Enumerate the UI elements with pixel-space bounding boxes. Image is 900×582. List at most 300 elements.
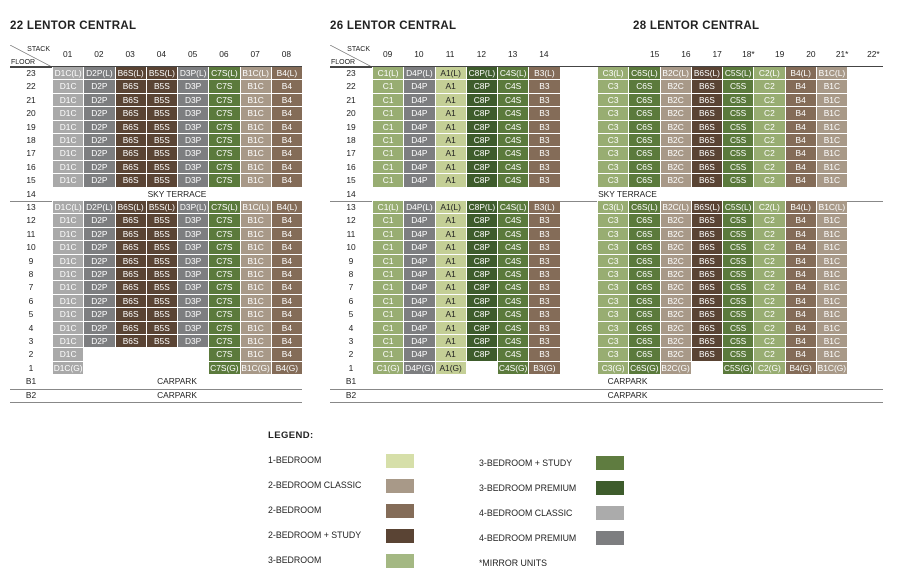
- unit-cell: B2C: [660, 255, 691, 267]
- unit-cell: D1C: [52, 214, 83, 226]
- unit-cell: B1C: [816, 281, 847, 293]
- floor-number: 22: [346, 81, 356, 92]
- unit-cell: B2C(L): [660, 201, 691, 213]
- unit-cell: C8P: [466, 94, 497, 106]
- unit-cell: C2: [753, 335, 784, 347]
- stack-number: 04: [156, 49, 167, 59]
- unit-cell: C6S: [628, 335, 659, 347]
- unit-cell: B1C: [240, 174, 271, 186]
- unit-cell: C6S: [628, 214, 659, 226]
- unit-cell: C5S: [722, 147, 753, 159]
- unit-cell: C6S: [628, 228, 659, 240]
- unit-cell: B2C: [660, 241, 691, 253]
- unit-cell: B5S(L): [146, 201, 177, 213]
- unit-cell: B6S: [691, 80, 722, 92]
- floor-number: 2: [28, 349, 34, 360]
- unit-cell: D1C: [52, 134, 83, 146]
- unit-cell: C8P: [466, 308, 497, 320]
- unit-cell: B4: [271, 255, 302, 267]
- floor-number: 3: [348, 336, 354, 346]
- unit-cell: D4P: [403, 268, 434, 280]
- unit-cell: D3P: [177, 214, 208, 226]
- unit-cell: C6S: [628, 295, 659, 307]
- stack-number: 18*: [742, 49, 755, 59]
- legend-swatch: [596, 456, 624, 470]
- unit-cell: B4: [785, 161, 816, 173]
- unit-cell: C5S(L): [722, 67, 753, 79]
- unit-cell: C5S: [722, 255, 753, 267]
- unit-cell: B1C: [816, 94, 847, 106]
- unit-cell: C7S: [208, 241, 239, 253]
- unit-cell: C5S: [722, 174, 753, 186]
- unit-cell: B6S: [115, 308, 146, 320]
- unit-cell: D4P: [403, 121, 434, 133]
- unit-cell: B4: [271, 241, 302, 253]
- unit-cell: B3: [528, 174, 559, 186]
- unit-cell: B4: [271, 308, 302, 320]
- unit-cell: B3: [528, 107, 559, 119]
- unit-cell: D3P: [177, 107, 208, 119]
- unit-cell: C1: [372, 308, 403, 320]
- unit-cell: B5S: [146, 322, 177, 334]
- unit-cell: D3P: [177, 308, 208, 320]
- unit-cell: B3: [528, 348, 559, 360]
- unit-cell: C3: [597, 107, 628, 119]
- unit-cell: B4: [785, 241, 816, 253]
- unit-cell: D2P: [83, 94, 114, 106]
- unit-cell: C3: [597, 308, 628, 320]
- unit-cell: C1: [372, 161, 403, 173]
- legend-label: 1-BEDROOM: [268, 455, 322, 465]
- unit-cell: D3P: [177, 268, 208, 280]
- unit-cell: A1: [435, 241, 466, 253]
- unit-cell: D3P: [177, 322, 208, 334]
- unit-cell: D4P(G): [405, 362, 434, 373]
- unit-cell: D2P: [83, 80, 114, 92]
- legend-label: 2-BEDROOM: [268, 505, 322, 515]
- stack-number: 21*: [835, 49, 849, 59]
- unit-cell: C8P: [466, 147, 497, 159]
- unit-cell: B3: [528, 295, 559, 307]
- unit-cell: B4: [271, 348, 302, 360]
- floor-number: 1: [348, 362, 354, 373]
- unit-cell: D4P(L): [403, 67, 434, 79]
- unit-cell: D4P: [403, 255, 434, 267]
- legend-swatch: [386, 504, 414, 518]
- unit-cell: B4: [271, 214, 302, 226]
- unit-cell: C1: [372, 335, 403, 347]
- unit-cell: B1C: [816, 335, 847, 347]
- floor-number: 11: [346, 228, 356, 239]
- unit-cell: C4S: [497, 308, 528, 320]
- unit-cell: B1C: [240, 255, 271, 267]
- unit-cell: B1C: [240, 308, 271, 320]
- unit-cell: B4: [271, 295, 302, 307]
- unit-cell: D2P: [83, 308, 114, 320]
- unit-cell: C7S: [208, 348, 239, 360]
- unit-cell: D1C: [52, 80, 83, 92]
- unit-cell: B2C: [660, 174, 691, 186]
- unit-cell: C5S(G): [723, 362, 753, 373]
- unit-cell: C1: [372, 134, 403, 146]
- unit-cell: B2C: [660, 335, 691, 347]
- unit-cell: D2P: [83, 214, 114, 226]
- unit-cell: B6S(L): [691, 201, 722, 213]
- floor-number: 12: [26, 215, 36, 226]
- unit-cell: D3P: [177, 281, 208, 293]
- unit-cell: C5S: [722, 308, 753, 320]
- unit-cell: B4: [785, 94, 816, 106]
- unit-cell: C8P: [466, 322, 497, 334]
- unit-cell: C6S: [628, 147, 659, 159]
- unit-cell: A1(L): [435, 201, 466, 213]
- unit-cell: B5S: [146, 228, 177, 240]
- unit-cell: B4: [785, 308, 816, 320]
- unit-cell: C4S: [497, 161, 528, 173]
- unit-cell: C2: [753, 255, 784, 267]
- unit-cell: C1(L): [372, 67, 403, 79]
- unit-cell: C3: [597, 214, 628, 226]
- unit-cell: C4S: [497, 94, 528, 106]
- unit-cell: C8P: [466, 174, 497, 186]
- unit-cell: D1C: [52, 281, 83, 293]
- unit-cell: D4P: [403, 161, 434, 173]
- unit-cell: A1: [435, 161, 466, 173]
- unit-cell: C2(L): [753, 67, 784, 79]
- unit-cell: D1C: [52, 147, 83, 159]
- unit-cell: C2(G): [753, 362, 784, 374]
- floor-number: 8: [348, 269, 354, 279]
- unit-cell: B3(L): [528, 67, 559, 79]
- stack-number: 09: [382, 49, 393, 59]
- unit-cell: C2: [753, 134, 784, 146]
- unit-cell: D2P: [83, 147, 114, 159]
- unit-cell: B4: [785, 80, 816, 92]
- unit-cell: C3: [597, 281, 628, 293]
- carpark-label: CARPARK: [157, 376, 197, 387]
- unit-cell: B6S: [115, 241, 146, 253]
- unit-cell: B6S: [115, 94, 146, 106]
- unit-cell: C5S: [722, 214, 753, 226]
- floor-number: 16: [346, 161, 356, 172]
- floor-number: 9: [28, 255, 34, 266]
- unit-cell: D1C(L): [52, 201, 83, 213]
- unit-cell: B5S: [146, 80, 177, 92]
- unit-cell: B4: [785, 281, 816, 293]
- unit-cell: B6S: [115, 322, 146, 334]
- unit-cell: C2: [753, 322, 784, 334]
- unit-cell: C4S: [497, 322, 528, 334]
- unit-cell: B5S: [146, 281, 177, 293]
- unit-cell: B5S: [146, 174, 177, 186]
- unit-cell: C8P: [466, 268, 497, 280]
- unit-cell: C4S: [497, 80, 528, 92]
- floor-number: 16: [26, 161, 36, 172]
- unit-cell: C4S: [497, 174, 528, 186]
- floor-number: 11: [26, 228, 36, 239]
- unit-cell: B2C: [660, 268, 691, 280]
- unit-cell: B2C(G): [661, 362, 690, 373]
- unit-cell: B3: [528, 268, 559, 280]
- unit-cell: B1C(L): [240, 67, 271, 79]
- floor-number: 10: [346, 242, 356, 253]
- unit-cell: C3(L): [597, 67, 628, 79]
- carpark-label: CARPARK: [607, 376, 648, 387]
- unit-cell: C2: [753, 147, 784, 159]
- unit-cell: B4: [271, 322, 302, 334]
- unit-cell: B3: [528, 241, 559, 253]
- unit-cell: C4S: [497, 214, 528, 226]
- unit-cell: B1C: [240, 348, 271, 360]
- unit-cell: C4S(L): [497, 67, 528, 79]
- unit-cell: A1: [435, 268, 466, 280]
- unit-cell: C4S: [497, 348, 528, 360]
- floor-number: 20: [26, 108, 36, 119]
- unit-cell: D4P: [403, 134, 434, 146]
- unit-cell: B3: [528, 281, 559, 293]
- unit-cell: C3: [597, 295, 628, 307]
- unit-cell: B4: [785, 255, 816, 267]
- legend-label: 3-BEDROOM: [268, 555, 322, 565]
- stack-number: 14: [539, 49, 549, 59]
- legend-swatch: [386, 554, 414, 568]
- unit-cell: A1: [435, 335, 466, 347]
- unit-cell: B1C: [240, 268, 271, 280]
- unit-cell: D2P: [83, 281, 114, 293]
- unit-cell: D1C: [52, 335, 83, 347]
- unit-cell: C8P: [466, 80, 497, 92]
- stack-floor-header: [10, 45, 52, 68]
- unit-cell: B5S: [146, 335, 177, 347]
- unit-cell: C2: [753, 121, 784, 133]
- unit-cell: B2C: [660, 134, 691, 146]
- unit-cell: C1: [372, 228, 403, 240]
- floor-number: 13: [26, 202, 36, 212]
- legend-swatch: [386, 529, 414, 543]
- stack-number: 22*: [867, 49, 880, 59]
- legend-swatch: [386, 479, 414, 493]
- unit-cell: B1C: [240, 335, 271, 347]
- floor-number: 5: [348, 309, 354, 320]
- unit-cell: D3P: [177, 228, 208, 240]
- floor-number: 1: [28, 362, 34, 373]
- unit-cell: D2P: [83, 335, 114, 347]
- unit-cell: D4P: [403, 214, 434, 226]
- unit-cell: B4(L): [271, 67, 302, 79]
- unit-cell: B5S(L): [146, 67, 177, 79]
- unit-cell: B6S(L): [115, 201, 146, 213]
- unit-cell: C3: [597, 147, 628, 159]
- stack-number: 10: [414, 49, 424, 59]
- unit-cell: C7S: [208, 121, 239, 133]
- unit-cell: C7S: [208, 161, 239, 173]
- unit-cell: D1C: [52, 241, 83, 253]
- legend-label: 3-BEDROOM + STUDY: [479, 458, 573, 468]
- floor-number: 17: [26, 148, 36, 159]
- unit-cell: D4P: [403, 80, 434, 92]
- unit-cell: C6S: [628, 255, 659, 267]
- unit-cell: B4: [271, 121, 302, 133]
- unit-cell: D3P(L): [177, 67, 208, 79]
- stack-number: 19: [774, 49, 785, 59]
- stack-header-label: STACK: [347, 46, 370, 53]
- unit-cell: D4P: [403, 322, 434, 334]
- legend-label: 3-BEDROOM PREMIUM: [479, 483, 577, 493]
- unit-cell: C7S: [208, 228, 239, 240]
- unit-cell: B1C: [240, 134, 271, 146]
- unit-cell: D2P: [83, 255, 114, 267]
- unit-cell: C5S: [722, 121, 753, 133]
- unit-cell: D4P: [403, 94, 434, 106]
- unit-cell: C7S: [208, 147, 239, 159]
- unit-cell: B4(L): [785, 201, 816, 213]
- unit-cell: B2C: [660, 348, 691, 360]
- unit-cell: B4: [271, 174, 302, 186]
- unit-cell: C2: [753, 308, 784, 320]
- unit-cell: B3: [528, 134, 559, 146]
- unit-cell: B4: [271, 147, 302, 159]
- unit-cell: D4P: [403, 241, 434, 253]
- unit-cell: C3: [597, 121, 628, 133]
- unit-cell: C8P: [466, 214, 497, 226]
- unit-cell: D4P: [403, 348, 434, 360]
- unit-cell: A1: [435, 121, 466, 133]
- unit-cell: C4S: [497, 228, 528, 240]
- floor-number: 18: [26, 135, 36, 145]
- unit-cell: A1: [435, 228, 466, 240]
- unit-cell: C2: [753, 348, 784, 360]
- unit-cell: D2P: [83, 241, 114, 253]
- unit-cell: B6S: [691, 255, 722, 267]
- unit-cell: C7S: [208, 255, 239, 267]
- block-title-28: 28 LENTOR CENTRAL: [633, 20, 760, 32]
- legend-label: 2-BEDROOM + STUDY: [268, 530, 362, 540]
- unit-cell: B6S: [691, 348, 722, 360]
- unit-cell: B3: [528, 308, 559, 320]
- unit-cell: C1: [372, 241, 403, 253]
- unit-cell: B6S: [115, 281, 146, 293]
- unit-cell: C7S: [208, 214, 239, 226]
- unit-cell: C3: [597, 174, 628, 186]
- unit-cell: B2C: [660, 94, 691, 106]
- floor-number: 21: [346, 94, 356, 105]
- row-divider: [10, 402, 302, 403]
- stack-number: 07: [250, 49, 260, 59]
- unit-cell: A1: [435, 295, 466, 307]
- unit-cell: B6S: [691, 174, 722, 186]
- unit-cell: B5S: [146, 121, 177, 133]
- unit-cell: C3: [597, 161, 628, 173]
- unit-cell: C7S: [208, 322, 239, 334]
- unit-cell: B4: [271, 228, 302, 240]
- unit-cell: B1C: [816, 268, 847, 280]
- unit-cell: C4S: [497, 268, 528, 280]
- stack-number: 17: [712, 49, 722, 59]
- unit-cell: B6S: [691, 214, 722, 226]
- unit-cell: D1C: [52, 348, 83, 360]
- legend-label: *MIRROR UNITS: [479, 558, 547, 568]
- unit-cell: C7S(L): [208, 201, 239, 213]
- unit-cell: C8P: [466, 121, 497, 133]
- unit-cell: B6S: [115, 214, 146, 226]
- floor-number: 20: [346, 108, 356, 119]
- unit-cell: D2P: [83, 134, 114, 146]
- unit-cell: A1: [435, 80, 466, 92]
- unit-cell: B2C: [660, 147, 691, 159]
- unit-cell: B2C: [660, 281, 691, 293]
- unit-cell: D4P: [403, 174, 434, 186]
- unit-cell: C5S: [722, 94, 753, 106]
- floor-number: 21: [26, 94, 36, 105]
- floor-number: 7: [348, 282, 354, 293]
- unit-cell: B1C: [816, 228, 847, 240]
- unit-cell: B6S: [691, 134, 722, 146]
- unit-cell: B4: [271, 281, 302, 293]
- unit-cell: C7S: [208, 94, 239, 106]
- floor-number: 3: [28, 336, 34, 346]
- floor-number: B2: [345, 389, 357, 400]
- unit-cell: C2: [753, 94, 784, 106]
- unit-cell: D4P: [403, 335, 434, 347]
- unit-cell: B6S: [691, 295, 722, 307]
- floor-number: 23: [346, 68, 356, 78]
- floor-number: 4: [348, 322, 354, 333]
- unit-cell: B5S: [146, 241, 177, 253]
- unit-cell: B1C: [816, 255, 847, 267]
- unit-cell: B1C: [240, 121, 271, 133]
- unit-cell: A1(G): [435, 362, 466, 374]
- stack-floor-header: [330, 45, 372, 68]
- block-title-22: 22 LENTOR CENTRAL: [10, 20, 137, 32]
- unit-cell: B6S: [115, 174, 146, 186]
- unit-cell: C8P: [466, 335, 497, 347]
- unit-cell: B1C: [240, 214, 271, 226]
- unit-cell: C3(L): [597, 201, 628, 213]
- unit-cell: C6S: [628, 107, 659, 119]
- floor-number: 15: [346, 175, 356, 186]
- header-divider: [10, 66, 302, 67]
- unit-cell: C3: [597, 335, 628, 347]
- unit-cell: C4S(G): [498, 362, 528, 373]
- unit-cell: B6S: [115, 80, 146, 92]
- unit-cell: C3(G): [597, 362, 628, 374]
- block-title-26: 26 LENTOR CENTRAL: [330, 20, 457, 32]
- unit-cell: B4: [785, 335, 816, 347]
- unit-cell: C8P: [466, 281, 497, 293]
- unit-cell: C1: [372, 268, 403, 280]
- unit-cell: B1C(L): [240, 201, 271, 213]
- unit-cell: B1C(L): [816, 201, 847, 213]
- unit-cell: C6S: [628, 134, 659, 146]
- stack-number: 08: [281, 49, 292, 59]
- unit-cell: B1C: [240, 147, 271, 159]
- unit-cell: B4(G): [271, 362, 302, 374]
- unit-cell: C5S: [722, 161, 753, 173]
- unit-cell: D3P: [177, 295, 208, 307]
- unit-cell: D2P: [83, 121, 114, 133]
- unit-cell: B6S: [115, 228, 146, 240]
- unit-cell: B4: [785, 121, 816, 133]
- sky-terrace-label: SKY TERRACE: [598, 188, 657, 199]
- unit-cell: C7S(L): [208, 67, 239, 79]
- unit-cell: D2P: [83, 322, 114, 334]
- unit-cell: C7S: [208, 295, 239, 307]
- unit-cell: B1C: [240, 80, 271, 92]
- unit-cell: C6S: [628, 161, 659, 173]
- unit-cell: D2P: [83, 228, 114, 240]
- unit-cell: B3: [528, 228, 559, 240]
- unit-cell: B6S(L): [691, 67, 722, 79]
